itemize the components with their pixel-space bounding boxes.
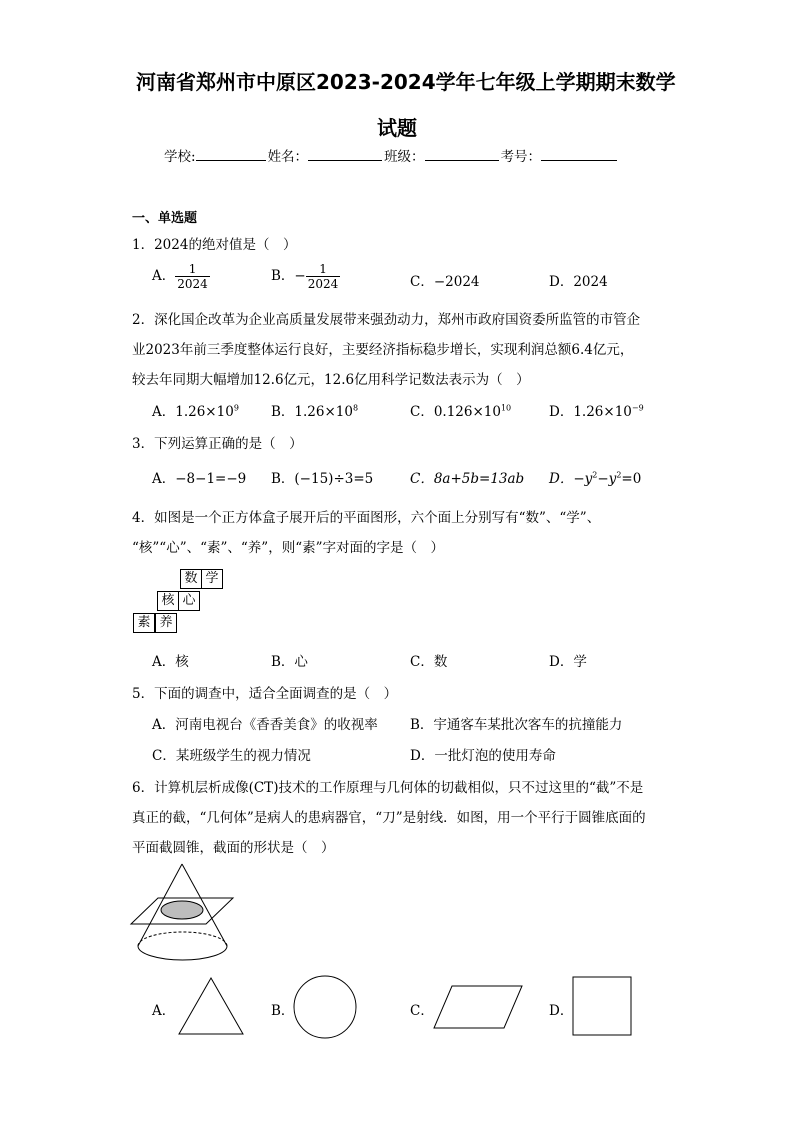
q2-option-b: B．$1.26\times 10^8$ xyxy=(271,403,359,420)
exam-title-line1: 河南省郑州市中原区2023-2024学年七年级上学期期末数学 xyxy=(136,70,676,94)
q2-option-a: A．$1.26\times 10^9$ xyxy=(152,403,239,420)
q2-option-d: D．$1.26\times 10^{-9}$ xyxy=(549,403,644,420)
q5-option-b: B．宇通客车某批次客车的抗撞能力 xyxy=(410,717,623,733)
q2-line3: 较去年同期大幅增加12.6亿元，12.6亿用科学记数法表示为（ ） xyxy=(132,372,530,388)
net-cell: 核 xyxy=(157,591,179,611)
info-fields xyxy=(164,145,617,165)
q1-stem: 1．2024的绝对值是（ ） xyxy=(132,237,297,253)
q6-option-d-label: D． xyxy=(549,1003,574,1019)
cone-section-figure xyxy=(128,860,240,966)
q5-stem: 5．下面的调查中，适合全面调查的是（ ） xyxy=(132,686,398,702)
exam-title-line2: 试题 xyxy=(377,116,417,140)
q5-option-a: A．河南电视台《香香美食》的收视率 xyxy=(152,717,378,733)
q1-option-d: D．2024 xyxy=(549,274,608,290)
q6-line1: 6．计算机层析成像(CT)技术的工作原理与几何体的切截相似，只不过这里的“截”不是 xyxy=(132,780,644,796)
q1-b-fraction: $\frac{1}{2024}$ xyxy=(307,262,339,291)
triangle-shape xyxy=(176,976,246,1036)
net-cell: 数 xyxy=(180,569,202,589)
q4-line2: “核”“心”、“素”、“养”，则“素”字对面的字是（ ） xyxy=(132,540,445,556)
net-cell: 素 xyxy=(133,613,155,633)
q3-option-b: B．(−15)÷3=5 xyxy=(271,471,374,487)
q3-option-c: C．8a+5b=13ab xyxy=(410,471,525,487)
square-shape xyxy=(572,976,632,1036)
q4-option-a: A．核 xyxy=(152,654,189,670)
q1-option-a: A． $\frac{1}{2024}$ xyxy=(152,262,208,291)
net-cell: 心 xyxy=(178,591,200,611)
q2-line2: 业2023年前三季度整体运行良好，主要经济指标稳步增长，实现利润总额6.4亿元， xyxy=(132,342,634,358)
q2-line1: 2．深化国企改革为企业高质量发展带来强劲动力，郑州市政府国资委所监管的市管企 xyxy=(132,312,641,328)
net-cell: 学 xyxy=(201,569,223,589)
name-field[interactable] xyxy=(308,147,382,161)
class-field[interactable] xyxy=(425,147,499,161)
exam-no-label: 考号： xyxy=(500,149,542,165)
q5-option-d: D．一批灯泡的使用寿命 xyxy=(410,748,556,764)
circle-shape xyxy=(292,974,358,1040)
section-heading: 一、单选题 xyxy=(132,211,198,226)
school-label: 学校: xyxy=(164,149,196,165)
q4-option-c: C．数 xyxy=(410,654,448,670)
q6-option-b-label: B． xyxy=(271,1003,295,1019)
q4-line1: 4．如图是一个正方体盒子展开后的平面图形，六个面上分别写有“数”、“学”、 xyxy=(132,510,601,526)
q1-a-fraction: $\frac{1}{2024}$ xyxy=(177,262,208,291)
parallelogram-shape xyxy=(432,984,524,1030)
net-cell: 养 xyxy=(155,613,177,633)
q3-option-d: D．$-y^2-y^2=0$ xyxy=(549,470,642,487)
q1-option-c: C．−2024 xyxy=(410,274,480,290)
q4-option-b: B．心 xyxy=(271,654,308,670)
q6-option-a-label: A． xyxy=(152,1003,176,1019)
q6-line2: 真正的截，“几何体”是病人的患病器官，“刀”是射线．如图，用一个平行于圆锥底面的 xyxy=(132,810,646,826)
class-label: 班级： xyxy=(384,149,425,165)
q6-option-c-label: C． xyxy=(410,1003,434,1019)
q5-option-c: C．某班级学生的视力情况 xyxy=(152,748,311,764)
exam-no-field[interactable] xyxy=(541,147,617,161)
q1-option-b: B．− $\frac{1}{2024}$ xyxy=(271,262,339,291)
q3-stem: 3．下列运算正确的是（ ） xyxy=(132,436,303,452)
name-label: 姓名： xyxy=(267,149,309,165)
q6-line3: 平面截圆锥，截面的形状是（ ） xyxy=(132,840,335,856)
q3-option-a: A．−8−1=−9 xyxy=(152,471,247,487)
school-field[interactable] xyxy=(196,147,266,161)
q2-option-c: C．$0.126\times 10^{10}$ xyxy=(410,403,512,420)
q4-option-d: D．学 xyxy=(549,654,587,670)
